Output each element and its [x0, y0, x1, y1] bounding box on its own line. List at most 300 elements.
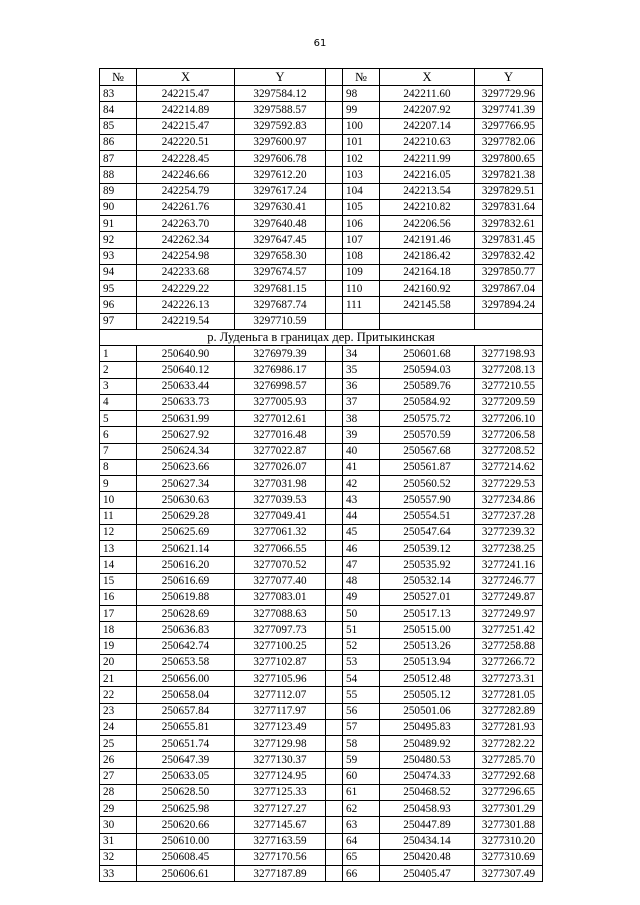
x-coordinate-right: 242145.58 [380, 297, 475, 313]
section-title: р. Луденьга в границах дер. Притыкинская [100, 329, 543, 345]
point-number-left: 95 [100, 281, 137, 297]
point-number-right: 41 [343, 459, 380, 475]
point-number-left: 3 [100, 378, 137, 394]
x-coordinate-right: 250447.89 [380, 817, 475, 833]
point-number-right: 34 [343, 346, 380, 362]
y-coordinate-left: 3297612.20 [235, 167, 326, 183]
x-coordinate-right: 250557.90 [380, 492, 475, 508]
column-gap [326, 297, 343, 313]
y-coordinate-left: 3277130.37 [235, 752, 326, 768]
table-row [100, 378, 543, 394]
y-coordinate-left: 3277123.49 [235, 719, 326, 735]
column-gap [326, 264, 343, 280]
x-coordinate-right: 250501.06 [380, 703, 475, 719]
x-coordinate-left: 242254.98 [137, 248, 235, 264]
point-number-left: 90 [100, 199, 137, 215]
x-coordinate-left: 250616.20 [137, 557, 235, 573]
y-coordinate-right: 3277282.89 [475, 703, 543, 719]
point-number-left: 32 [100, 849, 137, 865]
column-gap [326, 459, 343, 475]
x-coordinate-right: 250561.87 [380, 459, 475, 475]
point-number-left: 4 [100, 394, 137, 410]
point-number-right: 57 [343, 719, 380, 735]
point-number-left: 10 [100, 492, 137, 508]
y-coordinate-left: 3297647.45 [235, 232, 326, 248]
y-coordinate-right: 3277206.10 [475, 411, 543, 427]
point-number-left: 16 [100, 589, 137, 605]
y-coordinate-left: 3277125.33 [235, 784, 326, 800]
column-gap [326, 281, 343, 297]
column-gap [326, 134, 343, 150]
y-coordinate-right: 3277273.31 [475, 671, 543, 687]
y-coordinate-left: 3297640.48 [235, 216, 326, 232]
column-gap [326, 118, 343, 134]
x-coordinate-left: 250656.00 [137, 671, 235, 687]
y-coordinate-right: 3297894.24 [475, 297, 543, 313]
table-row [100, 313, 543, 329]
x-coordinate-right: 250589.76 [380, 378, 475, 394]
point-number-right: 98 [343, 86, 380, 102]
point-number-right: 50 [343, 606, 380, 622]
y-coordinate-left: 3277187.89 [235, 866, 326, 882]
point-number-left: 21 [100, 671, 137, 687]
column-gap [326, 622, 343, 638]
table-row [100, 849, 543, 865]
x-coordinate-right: 242186.42 [380, 248, 475, 264]
x-coordinate-left: 242254.79 [137, 183, 235, 199]
y-coordinate-right: 3277198.93 [475, 346, 543, 362]
column-gap [326, 394, 343, 410]
column-gap [326, 508, 343, 524]
point-number-right: 58 [343, 736, 380, 752]
x-coordinate-left: 250647.39 [137, 752, 235, 768]
y-coordinate-left: 3277127.27 [235, 801, 326, 817]
x-coordinate-right: 242191.46 [380, 232, 475, 248]
y-coordinate-left: 3297674.57 [235, 264, 326, 280]
point-number-right: 37 [343, 394, 380, 410]
point-number-left: 15 [100, 573, 137, 589]
column-gap [326, 801, 343, 817]
point-number-right: 53 [343, 654, 380, 670]
column-gap [326, 151, 343, 167]
y-coordinate-right: 3277281.93 [475, 719, 543, 735]
point-number-left: 12 [100, 524, 137, 540]
column-gap [326, 719, 343, 735]
x-coordinate-left: 250636.83 [137, 622, 235, 638]
column-gap [326, 671, 343, 687]
column-gap [326, 557, 343, 573]
x-coordinate-right: 250405.47 [380, 866, 475, 882]
y-coordinate-left: 3277105.96 [235, 671, 326, 687]
y-coordinate-right: 3277292.68 [475, 768, 543, 784]
point-number-left: 92 [100, 232, 137, 248]
x-coordinate-left: 250630.63 [137, 492, 235, 508]
x-coordinate-left: 242228.45 [137, 151, 235, 167]
column-gap [326, 183, 343, 199]
table-row [100, 589, 543, 605]
y-coordinate-right: 3277310.69 [475, 849, 543, 865]
column-gap [326, 492, 343, 508]
y-coordinate-left: 3277031.98 [235, 476, 326, 492]
y-coordinate-right: 3297800.65 [475, 151, 543, 167]
y-coordinate-right: 3277206.58 [475, 427, 543, 443]
point-number-left: 88 [100, 167, 137, 183]
point-number-left: 94 [100, 264, 137, 280]
y-coordinate-left: 3277083.01 [235, 589, 326, 605]
point-number-left: 86 [100, 134, 137, 150]
point-number-right: 49 [343, 589, 380, 605]
point-number-right: 110 [343, 281, 380, 297]
y-coordinate-right: 3297782.06 [475, 134, 543, 150]
point-number-left: 28 [100, 784, 137, 800]
x-coordinate-right: 250560.52 [380, 476, 475, 492]
table-row [100, 784, 543, 800]
x-coordinate-left: 242214.89 [137, 102, 235, 118]
y-coordinate-left: 3276986.17 [235, 362, 326, 378]
table-row [100, 541, 543, 557]
point-number-right: 44 [343, 508, 380, 524]
point-number-right: 54 [343, 671, 380, 687]
column-gap [326, 427, 343, 443]
x-coordinate-right: 242216.05 [380, 167, 475, 183]
point-number-right: 35 [343, 362, 380, 378]
column-gap [326, 248, 343, 264]
column-gap [326, 866, 343, 882]
x-coordinate-right: 250489.92 [380, 736, 475, 752]
point-number-right: 36 [343, 378, 380, 394]
header-number-left: № [100, 69, 137, 86]
x-coordinate-left: 250651.74 [137, 736, 235, 752]
x-coordinate-right: 250458.93 [380, 801, 475, 817]
point-number-left: 9 [100, 476, 137, 492]
column-gap [326, 232, 343, 248]
point-number-right [343, 313, 380, 329]
y-coordinate-right: 3297850.77 [475, 264, 543, 280]
y-coordinate-right: 3277307.49 [475, 866, 543, 882]
y-coordinate-left: 3297681.15 [235, 281, 326, 297]
x-coordinate-left: 250640.12 [137, 362, 235, 378]
table-row [100, 264, 543, 280]
x-coordinate-right: 250535.92 [380, 557, 475, 573]
x-coordinate-right: 250567.68 [380, 443, 475, 459]
y-coordinate-right: 3277210.55 [475, 378, 543, 394]
column-gap [326, 687, 343, 703]
x-coordinate-left: 250623.66 [137, 459, 235, 475]
x-coordinate-right: 250517.13 [380, 606, 475, 622]
point-number-left: 96 [100, 297, 137, 313]
column-gap [326, 638, 343, 654]
y-coordinate-right: 3277285.70 [475, 752, 543, 768]
x-coordinate-right: 250554.51 [380, 508, 475, 524]
x-coordinate-left: 250631.99 [137, 411, 235, 427]
table-row [100, 638, 543, 654]
y-coordinate-left: 3277026.07 [235, 459, 326, 475]
point-number-right: 103 [343, 167, 380, 183]
y-coordinate-right: 3277229.53 [475, 476, 543, 492]
x-coordinate-right: 250505.12 [380, 687, 475, 703]
header-y-right: Y [475, 69, 543, 86]
x-coordinate-right: 250570.59 [380, 427, 475, 443]
header-y-left: Y [235, 69, 326, 86]
point-number-right: 55 [343, 687, 380, 703]
y-coordinate-left: 3277061.32 [235, 524, 326, 540]
y-coordinate-right: 3277281.05 [475, 687, 543, 703]
column-gap [326, 199, 343, 215]
x-coordinate-right: 242213.54 [380, 183, 475, 199]
x-coordinate-left: 242262.34 [137, 232, 235, 248]
point-number-left: 84 [100, 102, 137, 118]
table-row [100, 394, 543, 410]
y-coordinate-right: 3297832.42 [475, 248, 543, 264]
point-number-left: 23 [100, 703, 137, 719]
x-coordinate-right: 250480.53 [380, 752, 475, 768]
table-row [100, 459, 543, 475]
point-number-left: 7 [100, 443, 137, 459]
table-row [100, 606, 543, 622]
point-number-left: 97 [100, 313, 137, 329]
x-coordinate-right: 250434.14 [380, 833, 475, 849]
point-number-left: 11 [100, 508, 137, 524]
column-gap [326, 86, 343, 102]
column-gap [326, 768, 343, 784]
y-coordinate-right: 3277301.88 [475, 817, 543, 833]
y-coordinate-left: 3297617.24 [235, 183, 326, 199]
y-coordinate-left: 3297584.12 [235, 86, 326, 102]
point-number-left: 33 [100, 866, 137, 882]
x-coordinate-left: 250616.69 [137, 573, 235, 589]
x-coordinate-right: 250547.64 [380, 524, 475, 540]
table-row [100, 183, 543, 199]
table-row [100, 654, 543, 670]
point-number-left: 30 [100, 817, 137, 833]
column-gap [326, 102, 343, 118]
point-number-right: 38 [343, 411, 380, 427]
y-coordinate-left: 3277102.87 [235, 654, 326, 670]
header-number-right: № [343, 69, 380, 86]
y-coordinate-left: 3277049.41 [235, 508, 326, 524]
y-coordinate-right: 3297821.38 [475, 167, 543, 183]
table-body-bottom [100, 346, 543, 882]
x-coordinate-left: 242219.54 [137, 313, 235, 329]
table-row [100, 557, 543, 573]
x-coordinate-left: 250633.44 [137, 378, 235, 394]
table-row [100, 492, 543, 508]
point-number-right: 40 [343, 443, 380, 459]
x-coordinate-right: 242207.14 [380, 118, 475, 134]
y-coordinate-right: 3277251.42 [475, 622, 543, 638]
x-coordinate-left: 242226.13 [137, 297, 235, 313]
point-number-right: 100 [343, 118, 380, 134]
x-coordinate-left: 250624.34 [137, 443, 235, 459]
y-coordinate-left: 3277012.61 [235, 411, 326, 427]
y-coordinate-right: 3277249.97 [475, 606, 543, 622]
y-coordinate-left: 3277005.93 [235, 394, 326, 410]
y-coordinate-left: 3276998.57 [235, 378, 326, 394]
y-coordinate-right: 3297831.64 [475, 199, 543, 215]
x-coordinate-right: 250584.92 [380, 394, 475, 410]
point-number-left: 31 [100, 833, 137, 849]
table-row [100, 297, 543, 313]
x-coordinate-left: 250640.90 [137, 346, 235, 362]
y-coordinate-left: 3297658.30 [235, 248, 326, 264]
point-number-right: 107 [343, 232, 380, 248]
x-coordinate-left: 242261.76 [137, 199, 235, 215]
column-gap [326, 476, 343, 492]
point-number-left: 29 [100, 801, 137, 817]
x-coordinate-left: 250610.00 [137, 833, 235, 849]
table-row [100, 866, 543, 882]
column-gap [326, 411, 343, 427]
x-coordinate-left: 242215.47 [137, 118, 235, 134]
table-row [100, 736, 543, 752]
x-coordinate-left: 250657.84 [137, 703, 235, 719]
column-gap [326, 784, 343, 800]
y-coordinate-right: 3277296.65 [475, 784, 543, 800]
point-number-left: 13 [100, 541, 137, 557]
point-number-right: 109 [343, 264, 380, 280]
table-row [100, 719, 543, 735]
table-row [100, 86, 543, 102]
point-number-left: 93 [100, 248, 137, 264]
point-number-left: 25 [100, 736, 137, 752]
column-gap [326, 589, 343, 605]
y-coordinate-left: 3277022.87 [235, 443, 326, 459]
table-row [100, 443, 543, 459]
point-number-right: 63 [343, 817, 380, 833]
table-row [100, 687, 543, 703]
table-row [100, 817, 543, 833]
column-gap [326, 524, 343, 540]
column-gap [326, 654, 343, 670]
point-number-right: 104 [343, 183, 380, 199]
x-coordinate-right: 250575.72 [380, 411, 475, 427]
column-gap [326, 703, 343, 719]
column-gap [326, 378, 343, 394]
y-coordinate-right: 3297831.45 [475, 232, 543, 248]
point-number-right: 52 [343, 638, 380, 654]
point-number-left: 2 [100, 362, 137, 378]
x-coordinate-left: 250627.92 [137, 427, 235, 443]
point-number-right: 64 [343, 833, 380, 849]
table-row [100, 833, 543, 849]
point-number-left: 1 [100, 346, 137, 362]
point-number-right: 65 [343, 849, 380, 865]
y-coordinate-left: 3277117.97 [235, 703, 326, 719]
y-coordinate-right: 3277249.87 [475, 589, 543, 605]
y-coordinate-left: 3297592.83 [235, 118, 326, 134]
column-gap [326, 573, 343, 589]
y-coordinate-left: 3277077.40 [235, 573, 326, 589]
point-number-left: 26 [100, 752, 137, 768]
table-row [100, 671, 543, 687]
x-coordinate-right: 242206.56 [380, 216, 475, 232]
point-number-left: 22 [100, 687, 137, 703]
table-row [100, 703, 543, 719]
column-gap [326, 817, 343, 833]
column-gap [326, 752, 343, 768]
x-coordinate-left: 242263.70 [137, 216, 235, 232]
column-gap [326, 736, 343, 752]
y-coordinate-right: 3277208.52 [475, 443, 543, 459]
column-gap [326, 69, 343, 86]
point-number-right: 106 [343, 216, 380, 232]
table-row [100, 346, 543, 362]
header-x-right: X [380, 69, 475, 86]
x-coordinate-left: 242215.47 [137, 86, 235, 102]
point-number-left: 83 [100, 86, 137, 102]
y-coordinate-right: 3297766.95 [475, 118, 543, 134]
table-row [100, 151, 543, 167]
column-gap [326, 346, 343, 362]
point-number-right: 56 [343, 703, 380, 719]
y-coordinate-left: 3277088.63 [235, 606, 326, 622]
table-row [100, 102, 543, 118]
point-number-left: 5 [100, 411, 137, 427]
x-coordinate-right: 250474.33 [380, 768, 475, 784]
point-number-left: 24 [100, 719, 137, 735]
point-number-left: 87 [100, 151, 137, 167]
x-coordinate-left: 250658.04 [137, 687, 235, 703]
table-row [100, 281, 543, 297]
point-number-left: 85 [100, 118, 137, 134]
x-coordinate-left: 250619.88 [137, 589, 235, 605]
y-coordinate-right [475, 313, 543, 329]
x-coordinate-left: 250608.45 [137, 849, 235, 865]
table-row [100, 622, 543, 638]
point-number-right: 59 [343, 752, 380, 768]
x-coordinate-right: 242207.92 [380, 102, 475, 118]
point-number-left: 27 [100, 768, 137, 784]
point-number-right: 105 [343, 199, 380, 215]
y-coordinate-left: 3297687.74 [235, 297, 326, 313]
y-coordinate-right: 3277234.86 [475, 492, 543, 508]
x-coordinate-right: 250512.48 [380, 671, 475, 687]
y-coordinate-right: 3277239.32 [475, 524, 543, 540]
point-number-left: 20 [100, 654, 137, 670]
table-row [100, 476, 543, 492]
table-row [100, 199, 543, 215]
point-number-left: 18 [100, 622, 137, 638]
x-coordinate-left: 242233.68 [137, 264, 235, 280]
y-coordinate-left: 3277163.59 [235, 833, 326, 849]
y-coordinate-left: 3277016.48 [235, 427, 326, 443]
x-coordinate-left: 250628.50 [137, 784, 235, 800]
point-number-right: 42 [343, 476, 380, 492]
section-row [100, 329, 543, 345]
column-gap [326, 833, 343, 849]
x-coordinate-left: 250627.34 [137, 476, 235, 492]
y-coordinate-right: 3277238.25 [475, 541, 543, 557]
table-row [100, 167, 543, 183]
y-coordinate-right: 3297741.39 [475, 102, 543, 118]
table-row [100, 801, 543, 817]
table-row [100, 768, 543, 784]
point-number-left: 17 [100, 606, 137, 622]
x-coordinate-right: 250527.01 [380, 589, 475, 605]
x-coordinate-right: 242211.60 [380, 86, 475, 102]
x-coordinate-right: 242210.82 [380, 199, 475, 215]
x-coordinate-left: 242229.22 [137, 281, 235, 297]
x-coordinate-left: 250620.66 [137, 817, 235, 833]
x-coordinate-right: 250468.52 [380, 784, 475, 800]
table-row [100, 216, 543, 232]
table-row [100, 573, 543, 589]
x-coordinate-left: 250628.69 [137, 606, 235, 622]
y-coordinate-left: 3277124.95 [235, 768, 326, 784]
point-number-right: 66 [343, 866, 380, 882]
x-coordinate-right: 250420.48 [380, 849, 475, 865]
y-coordinate-left: 3277070.52 [235, 557, 326, 573]
